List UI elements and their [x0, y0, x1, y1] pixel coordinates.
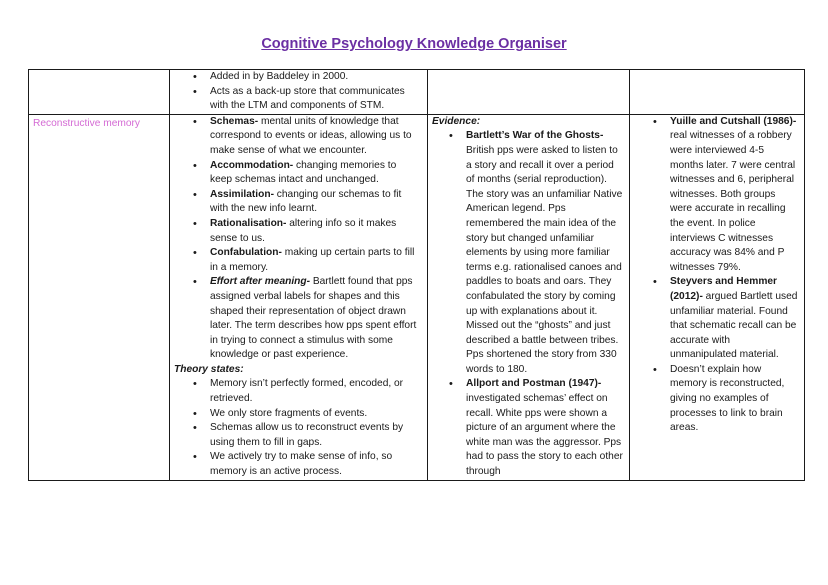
term-name: Schemas- [210, 115, 259, 127]
theory-text: Schemas allow us to reconstruct events by using them to fill in gaps. [210, 422, 404, 448]
knowledge-organiser-table [28, 69, 805, 481]
evidence-list [428, 129, 629, 479]
term-definition: making up certain parts to fill in a memory. [210, 247, 415, 273]
list-item [210, 275, 421, 363]
study-name: Allport and Postman (1947)- [466, 378, 602, 390]
list-item [210, 217, 421, 246]
row1-label-cell [29, 70, 170, 115]
bullet-text: Added in by Baddeley in 2000. [210, 71, 349, 82]
table-row [29, 114, 805, 480]
list-item [466, 129, 623, 377]
term-definition: mental units of knowledge that correspond to events or ideas, allowing us to make sense of what we encounter. [210, 115, 412, 156]
study-description: British pps were asked to listen to a story and recall it over a period of months (serial reproduction). The story was an unfamiliar Native American legend. Pps remembered the main idea of the story but changed unfamiliar elements by using more familiar terms e.g. rationalised canoes and paddles to boats and oars. They confabulated the story by coming up with explanations about it. Missed out the “ghosts” and just described a battle between tribes. Pps shortened the story from 330 words to 180. [466, 144, 623, 375]
bullet-text: Acts as a back-up store that communicates with the LTM and components of STM. [210, 85, 405, 112]
study-name: Bartlett’s War of the Ghosts- [466, 130, 604, 142]
list-item [210, 407, 421, 422]
list-item [210, 70, 421, 85]
evaluation-point: Doesn’t explain how memory is reconstructed, giving no examples of processes to link to brain areas. [670, 363, 785, 434]
key-terms-list [170, 115, 427, 363]
theory-list [170, 377, 427, 479]
list-item [210, 85, 421, 114]
evidence-heading: Evidence: [432, 115, 481, 127]
theory-text: We actively try to make sense of info, so memory is an active process. [210, 451, 393, 478]
study-name: Steyvers and Hemmer (2012)- [670, 276, 778, 302]
list-item [210, 450, 421, 479]
term-name: Confabulation- [210, 247, 282, 259]
list-item [210, 188, 421, 217]
term-name: Rationalisation- [210, 217, 287, 229]
row1-evidence-cell [428, 70, 630, 115]
study-description: argued Bartlett used unfamiliar material. Found that schematic recall can be accurate with unmanipulated material. [670, 290, 798, 361]
study-description: real witnesses of a robbery were interviewed 4-5 months later. 7 were central witnesses and 6, peripheral witnesses. Both groups were accurate in recalling the event. In police interviews C witnesses accuracy was 84% and P witnesses 79%. [670, 130, 796, 273]
list-item [210, 246, 421, 275]
key-terms-cell [170, 114, 428, 480]
theory-text: Memory isn’t perfectly formed, encoded, or retrieved. [210, 378, 404, 405]
row1-bullet-list [170, 70, 427, 114]
topic-label: Reconstructive memory [29, 114, 170, 480]
term-name: Effort after meaning- [210, 276, 310, 288]
evidence-cell [428, 114, 630, 480]
list-item [670, 363, 798, 436]
list-item [210, 159, 421, 188]
study-description: investigated schemas’ effect on recall. White pps were shown a picture of an argument where the white man was the aggressor. Pps had to pass the story to each other through [466, 393, 623, 478]
evaluation-list [630, 115, 804, 436]
list-item [210, 115, 421, 159]
term-definition: changing memories to keep schemas intact and unchanged. [210, 159, 397, 186]
list-item [466, 377, 623, 479]
page-title: Cognitive Psychology Knowledge Organiser [261, 36, 567, 52]
table-row [29, 70, 805, 115]
evaluation-cell [630, 114, 805, 480]
theory-heading: Theory states: [174, 363, 244, 375]
list-item [210, 421, 421, 450]
row1-content-cell [170, 70, 428, 115]
list-item [670, 275, 798, 363]
term-name: Accommodation- [210, 159, 294, 171]
list-item [670, 115, 798, 276]
study-name: Yuille and Cutshall (1986)- [670, 115, 797, 127]
term-definition: Bartlett found that pps assigned verbal labels for shapes and this shaped their representation of object drawn later. The term describes how pps spent effort in trying to connect a stimulus with some knowledge or past experience. [210, 276, 417, 361]
term-definition: changing our schemas to fit with the new info learnt. [210, 188, 402, 215]
term-definition: altering info so it makes sense to us. [210, 217, 397, 244]
theory-text: We only store fragments of events. [210, 407, 368, 419]
row1-evaluation-cell [630, 70, 805, 115]
term-name: Assimilation- [210, 188, 274, 200]
list-item [210, 377, 421, 406]
